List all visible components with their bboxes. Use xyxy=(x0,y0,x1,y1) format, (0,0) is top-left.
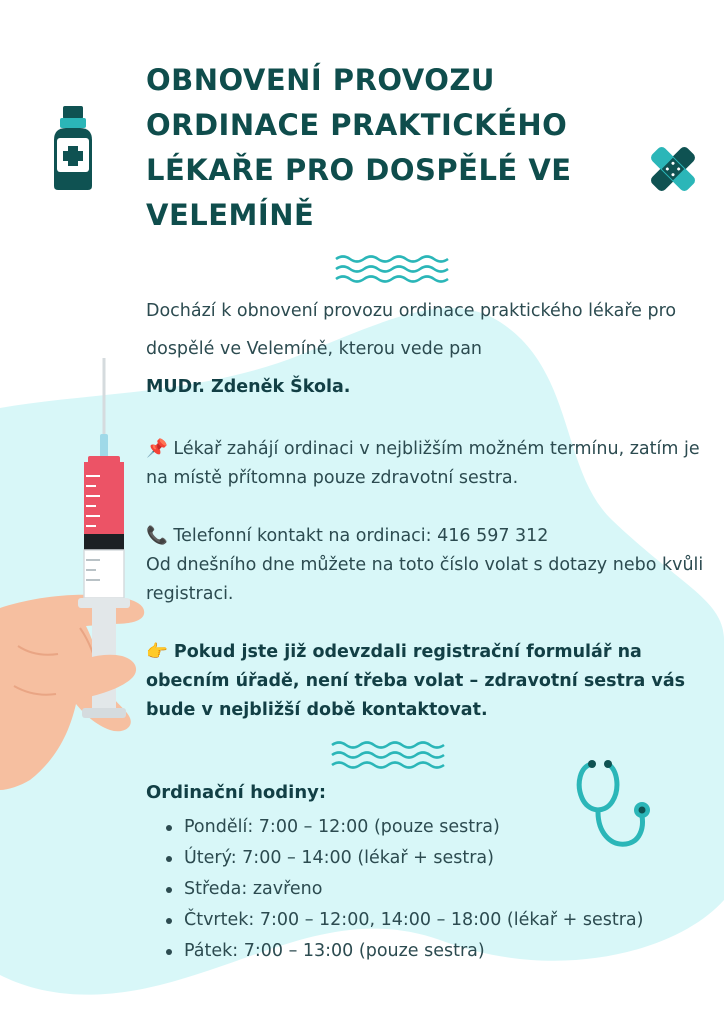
page-title: OBNOVENÍ PROVOZU ORDINACE PRAKTICKÉHO LÉKAŘE PRO DOSPĚLÉ VE VELEMÍNĚ xyxy=(146,63,572,232)
phone-icon: 📞 xyxy=(146,526,168,546)
medicine-bottle-icon xyxy=(48,104,98,192)
wave-divider-icon xyxy=(330,740,452,774)
hours-title: Ordinační hodiny: xyxy=(146,782,327,803)
hours-item-wednesday: Středa: zavřeno xyxy=(146,874,716,905)
hours-item-friday: Pátek: 7:00 – 13:00 (pouze sestra) xyxy=(146,936,716,967)
thumb-icon xyxy=(60,640,140,710)
pushpin-icon: 📌 xyxy=(146,439,168,459)
wave-divider-icon xyxy=(334,254,456,288)
phone-contact: Telefonní kontakt na ordinaci: 416 597 312 xyxy=(173,526,549,546)
phone-info: Od dnešního dne můžete na toto číslo volat s dotazy nebo kvůli registraci. xyxy=(146,555,704,604)
notice-text: Lékař zahájí ordinaci v nejbližším možném termínu, zatím je na místě přítomna pouze zdravotní sestra. xyxy=(146,439,700,488)
registration-text: Pokud jste již odevzdali registrační formulář na obecním úřadě, není třeba volat – zdravotní sestra vás bude v nejbližší době kontaktovat. xyxy=(146,642,686,720)
hours-item-tuesday: Úterý: 7:00 – 14:00 (lékař + sestra) xyxy=(146,843,716,874)
bandage-icon xyxy=(650,146,696,192)
hours-list xyxy=(146,812,716,967)
hours-item-thursday: Čtvrtek: 7:00 – 12:00, 14:00 – 18:00 (lékař + sestra) xyxy=(146,905,716,936)
notice-paragraph xyxy=(146,435,712,493)
registration-paragraph xyxy=(146,638,712,725)
main-content xyxy=(146,292,712,725)
doctor-name: MUDr. Zdeněk Škola. xyxy=(146,377,351,397)
pointing-hand-icon: 👉 xyxy=(146,642,168,662)
intro-paragraph xyxy=(146,292,712,406)
hours-item-monday: Pondělí: 7:00 – 12:00 (pouze sestra) xyxy=(146,812,716,843)
intro-text: Dochází k obnovení provozu ordinace praktického lékaře pro dospělé ve Velemíně, kterou vede pan xyxy=(146,301,677,359)
phone-paragraph xyxy=(146,522,712,609)
